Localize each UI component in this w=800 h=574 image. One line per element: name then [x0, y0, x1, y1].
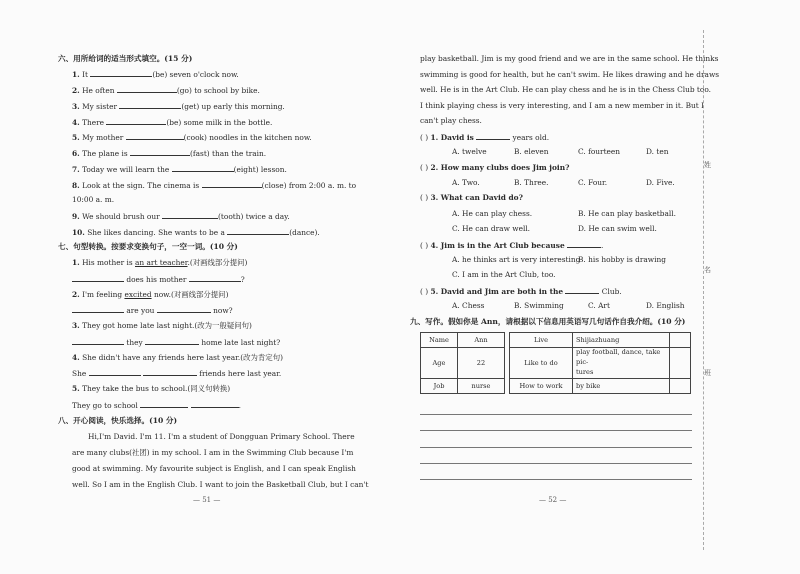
option[interactable]: C. Art	[588, 301, 610, 310]
right-page	[400, 0, 800, 574]
option[interactable]: B. eleven	[514, 147, 549, 156]
section9-title: 九、写作。假如你是 Ann，请根据以下信息用英语写几句话作自我介绍。(10 分)	[410, 317, 686, 326]
answer-blank[interactable]	[157, 306, 211, 313]
option[interactable]: C. fourteen	[578, 147, 621, 156]
s7-q2: 2. I'm feeling excited now.(对画线部分提问)	[72, 290, 229, 299]
answer-blank[interactable]	[119, 102, 181, 109]
answer-blank[interactable]	[72, 306, 124, 313]
s7-q2-answer: are you now?	[72, 306, 233, 316]
page-number: — 52 —	[539, 496, 567, 504]
s7-q3-answer: they home late last night?	[72, 338, 280, 348]
cell-job-label: Job	[421, 378, 458, 393]
answer-paren[interactable]: ( )	[420, 133, 429, 142]
option[interactable]: D. English	[646, 301, 685, 310]
writing-line[interactable]	[420, 447, 692, 448]
cell-work: by bike	[573, 378, 670, 393]
option[interactable]: D. ten	[646, 147, 669, 156]
binding-line	[703, 30, 704, 550]
writing-line[interactable]	[420, 414, 692, 415]
page-number: — 51 —	[193, 496, 221, 504]
answer-blank[interactable]	[191, 401, 239, 408]
cell-name-label: Name	[421, 333, 458, 348]
cell-like-label: Like to do	[510, 348, 573, 379]
cell-live: Shijiazhuang	[573, 333, 670, 348]
answer-blank[interactable]	[172, 165, 234, 172]
writing-line[interactable]	[420, 430, 692, 431]
s7-q5-answer: They go to school .	[72, 401, 241, 410]
s6-item-4: 4. There (be) some milk in the bottle.	[72, 118, 273, 127]
answer-blank[interactable]	[106, 118, 166, 125]
answer-paren[interactable]: ( )	[420, 241, 429, 250]
s6-item-5: 5. My mother (cook) noodles in the kitchen now.	[72, 133, 312, 142]
s7-q4-answer: She friends here last year.	[72, 369, 282, 378]
passage-line: play basketball. Jim is my good friend and we are in the same school. He thinks	[420, 54, 719, 63]
section8-title: 八、开心阅读，快乐选择。(10 分)	[58, 416, 178, 425]
cell-name: Ann	[458, 333, 505, 348]
answer-blank[interactable]	[117, 86, 177, 93]
s6-item-9: 9. We should brush our (tooth) twice a day.	[72, 212, 290, 221]
reading-question-5: ( ) 5. David and Jim are both in the Club.	[420, 287, 622, 296]
reading-question-4: ( ) 4. Jim is in the Art Club because .	[420, 241, 604, 250]
passage-line: swimming is good for health, but he can't swim. He likes drawing and he draws	[420, 70, 720, 79]
option[interactable]: A. twelve	[452, 147, 487, 156]
answer-blank[interactable]	[126, 133, 184, 140]
cell-age: 22	[458, 348, 505, 379]
option[interactable]: A. he thinks art is very interesting	[452, 255, 581, 264]
s6-item-8-cont: 10:00 a. m.	[72, 195, 115, 204]
answer-blank[interactable]	[72, 275, 124, 282]
s7-q3: 3. They got home late last night.(改为一般疑问句)	[72, 321, 252, 330]
option[interactable]: B. his hobby is drawing	[578, 255, 666, 264]
passage-line: Hi,I'm David. I'm 11. I'm a student of Dongguan Primary School. There	[88, 432, 355, 441]
cell-like: play football, dance, take pic- tures	[573, 348, 670, 379]
answer-blank[interactable]	[476, 133, 510, 140]
cell-work-label: How to work	[510, 378, 573, 393]
option[interactable]: C. He can draw well.	[452, 224, 531, 233]
reading-question-1: ( ) 1. David is years old.	[420, 133, 550, 142]
answer-blank[interactable]	[202, 181, 262, 188]
s7-q1-answer: does his mother ?	[72, 275, 245, 285]
option[interactable]: C. I am in the Art Club, too.	[452, 270, 556, 279]
answer-paren[interactable]: ( )	[420, 193, 429, 202]
cell-age-label: Age	[421, 348, 458, 379]
option[interactable]: D. Five.	[646, 178, 675, 187]
section7-title: 七、句型转换。按要求变换句子，一空一词。(10 分)	[58, 242, 238, 251]
answer-blank[interactable]	[145, 338, 199, 345]
answer-blank[interactable]	[162, 212, 218, 219]
s6-item-10: 10. She likes dancing. She wants to be a (dance).	[72, 228, 320, 237]
option[interactable]: D. He can swim well.	[578, 224, 657, 233]
option[interactable]: A. Chess	[452, 301, 485, 310]
s6-item-7: 7. Today we will learn the (eight) lesson.	[72, 165, 287, 174]
option[interactable]: B. Swimming	[514, 301, 564, 310]
passage-line: are many clubs(社团) in my school. I am in the Swimming Club because I'm	[72, 448, 354, 457]
answer-paren[interactable]: ( )	[420, 163, 429, 172]
s6-item-6: 6. The plane is (fast) than the train.	[72, 149, 267, 158]
binding-label: 班	[704, 369, 711, 377]
cell-live-label: Live	[510, 333, 573, 348]
passage-line: well. So I am in the English Club. I want to join the Basketball Club, but I can't	[72, 480, 369, 489]
binding-label: 名	[704, 266, 711, 274]
passage-line: good at swimming. My favourite subject is English, and I can speak English	[72, 464, 356, 473]
answer-blank[interactable]	[565, 287, 599, 294]
writing-line[interactable]	[420, 479, 692, 480]
reading-question-2: ( ) 2. How many clubs does Jim join?	[420, 163, 570, 172]
binding-label: 姓	[704, 161, 711, 169]
answer-blank[interactable]	[567, 241, 601, 248]
s7-q1: 1. His mother is an art teacher.(对画线部分提问)	[72, 258, 248, 267]
option[interactable]: A. He can play chess.	[452, 209, 533, 218]
answer-blank[interactable]	[189, 275, 241, 282]
s6-item-2: 2. He often (go) to school by bike.	[72, 86, 260, 95]
passage-line: I think playing chess is very interesting, and I am a new member in it. But I	[420, 101, 704, 110]
answer-blank[interactable]	[72, 338, 124, 345]
s7-q5: 5. They take the bus to school.(同义句转换)	[72, 384, 231, 393]
answer-blank[interactable]	[140, 401, 188, 408]
passage-line: well. He is in the Art Club. He can play chess and he is in the Chess Club too.	[420, 85, 712, 94]
writing-line[interactable]	[420, 463, 692, 464]
answer-blank[interactable]	[90, 70, 152, 77]
cell-job: nurse	[458, 378, 505, 393]
answer-blank[interactable]	[143, 369, 197, 376]
option[interactable]: C. Four.	[578, 178, 608, 187]
answer-blank[interactable]	[130, 149, 190, 156]
option[interactable]: B. Three.	[514, 178, 549, 187]
option[interactable]: A. Two.	[452, 178, 480, 187]
s7-q4: 4. She didn't have any friends here last year.(改为肯定句)	[72, 353, 283, 362]
reading-question-3: ( ) 3. What can David do?	[420, 193, 523, 202]
answer-blank[interactable]	[89, 369, 141, 376]
passage-line: can't play chess.	[420, 116, 482, 125]
s6-item-3: 3. My sister (get) up early this morning.	[72, 102, 285, 111]
answer-blank[interactable]	[227, 228, 289, 235]
section6-title: 六、用所给词的适当形式填空。(15 分)	[58, 54, 193, 63]
s6-item-1: 1. It (be) seven o'clock now.	[72, 70, 239, 79]
info-table	[420, 332, 691, 394]
s6-item-8: 8. Look at the sign. The cinema is (close) from 2:00 a. m. to	[72, 181, 357, 190]
option[interactable]: B. He can play basketball.	[578, 209, 676, 218]
answer-paren[interactable]: ( )	[420, 287, 429, 296]
